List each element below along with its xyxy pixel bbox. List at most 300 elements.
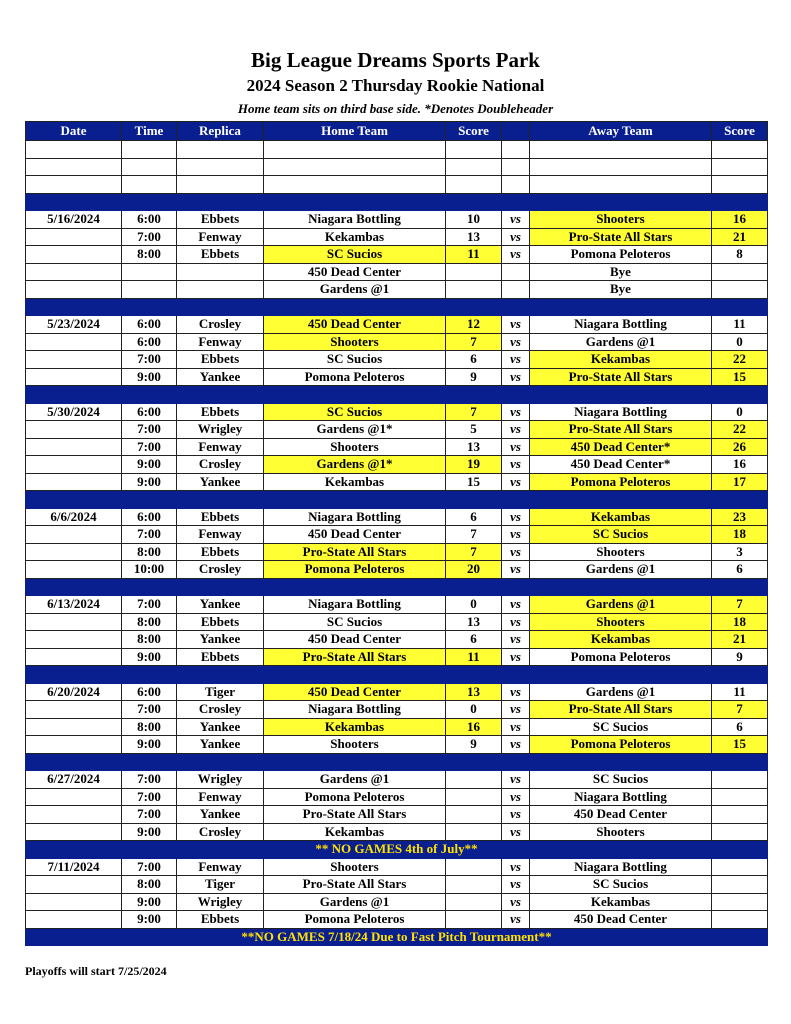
home-team-cell: Shooters xyxy=(264,333,446,351)
date-cell xyxy=(26,456,122,474)
time-cell: 7:00 xyxy=(122,438,177,456)
playoffs-note: Playoffs will start 7/25/2024 xyxy=(25,964,167,978)
date-cell xyxy=(26,473,122,491)
date-cell xyxy=(26,806,122,824)
empty-cell xyxy=(177,386,264,404)
empty-cell xyxy=(530,193,712,211)
home-team-cell: Gardens @1 xyxy=(264,771,446,789)
away-team-cell: Kekambas xyxy=(530,631,712,649)
empty-cell xyxy=(502,298,530,316)
schedule-note: Home team sits on third base side. *Denotes Doubleheader xyxy=(237,101,554,116)
away-team-cell: SC Sucios xyxy=(530,718,712,736)
home-score-cell: 7 xyxy=(446,403,502,421)
game-row xyxy=(26,508,768,526)
away-team-cell: 450 Dead Center xyxy=(530,911,712,929)
away-score-cell: 16 xyxy=(712,211,768,229)
game-row xyxy=(26,683,768,701)
replica-cell: Fenway xyxy=(177,788,264,806)
home-score-cell: 10 xyxy=(446,211,502,229)
home-team-cell: Niagara Bottling xyxy=(264,596,446,614)
date-cell xyxy=(26,718,122,736)
col-away-team: Away Team xyxy=(530,122,712,141)
home-team-cell: SC Sucios xyxy=(264,613,446,631)
home-team-cell: Kekambas xyxy=(264,228,446,246)
empty-cell xyxy=(446,193,502,211)
empty-cell xyxy=(26,386,122,404)
banner-text: **NO GAMES 7/18/24 Due to Fast Pitch Tournament** xyxy=(26,928,768,946)
time-cell xyxy=(122,263,177,281)
replica-cell xyxy=(177,263,264,281)
vs-cell: vs xyxy=(502,596,530,614)
home-score-cell: 7 xyxy=(446,333,502,351)
away-team-cell: Pro-State All Stars xyxy=(530,228,712,246)
schedule-body xyxy=(26,141,768,946)
away-score-cell: 7 xyxy=(712,596,768,614)
empty-cell xyxy=(502,578,530,596)
empty-cell xyxy=(446,141,502,159)
away-score-cell xyxy=(712,771,768,789)
vs-cell: vs xyxy=(502,701,530,719)
time-cell: 8:00 xyxy=(122,246,177,264)
game-row xyxy=(26,911,768,929)
time-cell: 7:00 xyxy=(122,596,177,614)
vs-cell: vs xyxy=(502,438,530,456)
empty-cell xyxy=(122,158,177,176)
empty-cell xyxy=(264,666,446,684)
empty-cell xyxy=(530,386,712,404)
away-score-cell: 6 xyxy=(712,718,768,736)
time-cell: 10:00 xyxy=(122,561,177,579)
away-team-cell: 450 Dead Center* xyxy=(530,438,712,456)
date-cell xyxy=(26,561,122,579)
time-cell: 7:00 xyxy=(122,771,177,789)
replica-cell: Tiger xyxy=(177,876,264,894)
home-score-cell: 6 xyxy=(446,631,502,649)
empty-cell xyxy=(26,753,122,771)
home-score-cell: 19 xyxy=(446,456,502,474)
col-vs xyxy=(502,122,530,141)
replica-cell: Wrigley xyxy=(177,893,264,911)
replica-cell: Ebbets xyxy=(177,211,264,229)
home-score-cell xyxy=(446,911,502,929)
date-cell: 6/20/2024 xyxy=(26,683,122,701)
replica-cell: Fenway xyxy=(177,526,264,544)
vs-cell: vs xyxy=(502,736,530,754)
away-score-cell: 18 xyxy=(712,613,768,631)
empty-cell xyxy=(177,158,264,176)
time-cell: 7:00 xyxy=(122,858,177,876)
date-cell xyxy=(26,631,122,649)
away-score-cell xyxy=(712,281,768,299)
empty-cell xyxy=(530,298,712,316)
empty-cell xyxy=(530,176,712,194)
empty-cell xyxy=(26,158,122,176)
time-cell: 9:00 xyxy=(122,368,177,386)
home-team-cell: Kekambas xyxy=(264,718,446,736)
replica-cell: Wrigley xyxy=(177,771,264,789)
replica-cell: Crosley xyxy=(177,316,264,334)
replica-cell: Ebbets xyxy=(177,648,264,666)
date-cell xyxy=(26,246,122,264)
away-score-cell xyxy=(712,263,768,281)
date-cell xyxy=(26,421,122,439)
date-cell: 6/27/2024 xyxy=(26,771,122,789)
date-cell: 5/16/2024 xyxy=(26,211,122,229)
time-cell: 6:00 xyxy=(122,333,177,351)
empty-cell xyxy=(177,491,264,509)
home-team-cell: 450 Dead Center xyxy=(264,683,446,701)
separator-row xyxy=(26,666,768,684)
empty-cell xyxy=(26,491,122,509)
away-team-cell: SC Sucios xyxy=(530,526,712,544)
away-score-cell: 15 xyxy=(712,368,768,386)
game-row xyxy=(26,823,768,841)
time-cell: 9:00 xyxy=(122,456,177,474)
game-row xyxy=(26,701,768,719)
game-row xyxy=(26,771,768,789)
away-team-cell: Pro-State All Stars xyxy=(530,368,712,386)
away-score-cell: 9 xyxy=(712,648,768,666)
game-row xyxy=(26,473,768,491)
replica-cell: Fenway xyxy=(177,438,264,456)
date-cell xyxy=(26,228,122,246)
away-team-cell: Pomona Peloteros xyxy=(530,473,712,491)
empty-cell xyxy=(177,578,264,596)
empty-cell xyxy=(122,578,177,596)
empty-cell xyxy=(177,193,264,211)
replica-cell: Tiger xyxy=(177,683,264,701)
away-team-cell: Pro-State All Stars xyxy=(530,701,712,719)
empty-cell xyxy=(446,753,502,771)
vs-cell: vs xyxy=(502,456,530,474)
game-row xyxy=(26,613,768,631)
away-score-cell: 7 xyxy=(712,701,768,719)
vs-cell: vs xyxy=(502,316,530,334)
game-row xyxy=(26,281,768,299)
replica-cell: Yankee xyxy=(177,596,264,614)
vs-cell: vs xyxy=(502,911,530,929)
empty-cell xyxy=(264,578,446,596)
home-score-cell: 9 xyxy=(446,368,502,386)
home-team-cell: Pro-State All Stars xyxy=(264,648,446,666)
empty-cell xyxy=(502,176,530,194)
home-score-cell: 6 xyxy=(446,508,502,526)
date-cell xyxy=(26,893,122,911)
empty-cell xyxy=(26,141,122,159)
home-score-cell: 20 xyxy=(446,561,502,579)
date-cell xyxy=(26,736,122,754)
home-team-cell: Gardens @1* xyxy=(264,421,446,439)
away-score-cell: 16 xyxy=(712,456,768,474)
time-cell: 9:00 xyxy=(122,648,177,666)
home-score-cell xyxy=(446,876,502,894)
time-cell: 9:00 xyxy=(122,911,177,929)
empty-cell xyxy=(264,298,446,316)
time-cell: 7:00 xyxy=(122,701,177,719)
time-cell: 8:00 xyxy=(122,613,177,631)
date-cell xyxy=(26,701,122,719)
away-score-cell: 3 xyxy=(712,543,768,561)
vs-cell: vs xyxy=(502,333,530,351)
away-team-cell: Shooters xyxy=(530,823,712,841)
vs-cell: vs xyxy=(502,806,530,824)
game-row xyxy=(26,228,768,246)
empty-cell xyxy=(264,141,446,159)
replica-cell: Yankee xyxy=(177,631,264,649)
home-score-cell xyxy=(446,263,502,281)
separator-row xyxy=(26,193,768,211)
separator-row xyxy=(26,491,768,509)
date-cell xyxy=(26,333,122,351)
home-team-cell: Pomona Peloteros xyxy=(264,368,446,386)
page-title: Big League Dreams Sports Park xyxy=(251,48,540,72)
game-row xyxy=(26,596,768,614)
separator-row xyxy=(26,386,768,404)
empty-cell xyxy=(122,386,177,404)
home-score-cell: 12 xyxy=(446,316,502,334)
time-cell: 7:00 xyxy=(122,788,177,806)
empty-cell xyxy=(502,753,530,771)
away-team-cell: Kekambas xyxy=(530,351,712,369)
away-team-cell: 450 Dead Center xyxy=(530,806,712,824)
empty-cell xyxy=(712,193,768,211)
vs-cell: vs xyxy=(502,648,530,666)
home-team-cell: Shooters xyxy=(264,736,446,754)
empty-cell xyxy=(530,141,712,159)
empty-cell xyxy=(502,666,530,684)
home-score-cell: 6 xyxy=(446,351,502,369)
time-cell: 6:00 xyxy=(122,403,177,421)
replica-cell: Crosley xyxy=(177,561,264,579)
away-team-cell: Kekambas xyxy=(530,508,712,526)
date-cell xyxy=(26,351,122,369)
away-team-cell: Gardens @1 xyxy=(530,683,712,701)
vs-cell: vs xyxy=(502,718,530,736)
empty-cell xyxy=(712,158,768,176)
empty-cell xyxy=(446,298,502,316)
game-row xyxy=(26,456,768,474)
game-row xyxy=(26,316,768,334)
time-cell: 6:00 xyxy=(122,316,177,334)
empty-cell xyxy=(122,141,177,159)
home-score-cell: 13 xyxy=(446,438,502,456)
away-team-cell: Bye xyxy=(530,281,712,299)
vs-cell: vs xyxy=(502,246,530,264)
away-team-cell: Niagara Bottling xyxy=(530,403,712,421)
time-cell xyxy=(122,281,177,299)
date-cell xyxy=(26,543,122,561)
col-away-score: Score xyxy=(712,122,768,141)
away-score-cell: 22 xyxy=(712,421,768,439)
home-team-cell: Pomona Peloteros xyxy=(264,561,446,579)
home-team-cell: Pomona Peloteros xyxy=(264,911,446,929)
empty-cell xyxy=(177,753,264,771)
vs-cell: vs xyxy=(502,893,530,911)
replica-cell: Yankee xyxy=(177,806,264,824)
home-score-cell: 11 xyxy=(446,648,502,666)
time-cell: 9:00 xyxy=(122,823,177,841)
time-cell: 7:00 xyxy=(122,351,177,369)
replica-cell: Fenway xyxy=(177,858,264,876)
away-score-cell xyxy=(712,806,768,824)
away-team-cell: Kekambas xyxy=(530,893,712,911)
empty-cell xyxy=(177,298,264,316)
away-team-cell: Gardens @1 xyxy=(530,596,712,614)
date-cell: 6/6/2024 xyxy=(26,508,122,526)
replica-cell xyxy=(177,281,264,299)
home-team-cell: Pro-State All Stars xyxy=(264,876,446,894)
page-subtitle: 2024 Season 2 Thursday Rookie National xyxy=(246,76,545,95)
col-home-team: Home Team xyxy=(264,122,446,141)
home-score-cell: 13 xyxy=(446,228,502,246)
away-score-cell xyxy=(712,823,768,841)
empty-cell xyxy=(264,158,446,176)
away-team-cell: Shooters xyxy=(530,211,712,229)
empty-cell xyxy=(712,666,768,684)
date-cell xyxy=(26,613,122,631)
schedule-table xyxy=(25,121,768,946)
separator-row xyxy=(26,753,768,771)
date-cell xyxy=(26,823,122,841)
date-cell xyxy=(26,876,122,894)
game-row xyxy=(26,421,768,439)
col-time: Time xyxy=(122,122,177,141)
replica-cell: Yankee xyxy=(177,473,264,491)
replica-cell: Ebbets xyxy=(177,613,264,631)
empty-cell xyxy=(177,666,264,684)
vs-cell: vs xyxy=(502,508,530,526)
empty-cell xyxy=(122,753,177,771)
vs-cell: vs xyxy=(502,823,530,841)
replica-cell: Crosley xyxy=(177,823,264,841)
empty-cell xyxy=(712,578,768,596)
empty-cell xyxy=(530,158,712,176)
time-cell: 8:00 xyxy=(122,543,177,561)
game-row xyxy=(26,403,768,421)
empty-cell xyxy=(502,386,530,404)
replica-cell: Crosley xyxy=(177,456,264,474)
away-score-cell: 11 xyxy=(712,683,768,701)
home-score-cell: 9 xyxy=(446,736,502,754)
empty-cell xyxy=(446,491,502,509)
time-cell: 9:00 xyxy=(122,473,177,491)
away-score-cell: 21 xyxy=(712,228,768,246)
home-team-cell: Niagara Bottling xyxy=(264,701,446,719)
empty-cell xyxy=(26,578,122,596)
vs-cell: vs xyxy=(502,561,530,579)
vs-cell: vs xyxy=(502,876,530,894)
col-home-score: Score xyxy=(446,122,502,141)
away-score-cell: 17 xyxy=(712,473,768,491)
empty-cell xyxy=(122,491,177,509)
date-cell xyxy=(26,368,122,386)
vs-cell: vs xyxy=(502,368,530,386)
home-team-cell: Pro-State All Stars xyxy=(264,806,446,824)
date-cell xyxy=(26,438,122,456)
date-cell: 7/11/2024 xyxy=(26,858,122,876)
home-score-cell: 7 xyxy=(446,543,502,561)
empty-cell xyxy=(122,298,177,316)
game-row xyxy=(26,858,768,876)
empty-cell xyxy=(264,386,446,404)
vs-cell: vs xyxy=(502,421,530,439)
away-team-cell: 450 Dead Center* xyxy=(530,456,712,474)
vs-cell: vs xyxy=(502,543,530,561)
away-team-cell: SC Sucios xyxy=(530,876,712,894)
away-team-cell: Niagara Bottling xyxy=(530,788,712,806)
replica-cell: Yankee xyxy=(177,736,264,754)
vs-cell: vs xyxy=(502,228,530,246)
empty-cell xyxy=(122,176,177,194)
date-cell xyxy=(26,263,122,281)
blank-row xyxy=(26,141,768,159)
header-row xyxy=(26,122,768,141)
away-team-cell: Niagara Bottling xyxy=(530,858,712,876)
away-team-cell: Gardens @1 xyxy=(530,333,712,351)
empty-cell xyxy=(122,666,177,684)
vs-cell: vs xyxy=(502,631,530,649)
time-cell: 7:00 xyxy=(122,421,177,439)
game-row xyxy=(26,648,768,666)
home-score-cell: 13 xyxy=(446,613,502,631)
empty-cell xyxy=(502,193,530,211)
empty-cell xyxy=(446,578,502,596)
blank-row xyxy=(26,176,768,194)
time-cell: 7:00 xyxy=(122,806,177,824)
home-team-cell: Shooters xyxy=(264,438,446,456)
empty-cell xyxy=(530,491,712,509)
empty-cell xyxy=(712,298,768,316)
vs-cell xyxy=(502,281,530,299)
home-team-cell: Shooters xyxy=(264,858,446,876)
home-score-cell: 5 xyxy=(446,421,502,439)
empty-cell xyxy=(502,491,530,509)
vs-cell: vs xyxy=(502,351,530,369)
empty-cell xyxy=(712,176,768,194)
time-cell: 8:00 xyxy=(122,876,177,894)
col-replica: Replica xyxy=(177,122,264,141)
time-cell: 6:00 xyxy=(122,508,177,526)
empty-cell xyxy=(446,386,502,404)
replica-cell: Fenway xyxy=(177,333,264,351)
game-row xyxy=(26,876,768,894)
home-score-cell: 16 xyxy=(446,718,502,736)
away-team-cell: Niagara Bottling xyxy=(530,316,712,334)
replica-cell: Yankee xyxy=(177,718,264,736)
vs-cell: vs xyxy=(502,613,530,631)
home-team-cell: 450 Dead Center xyxy=(264,263,446,281)
game-row xyxy=(26,788,768,806)
game-row xyxy=(26,631,768,649)
empty-cell xyxy=(26,176,122,194)
date-cell: 6/13/2024 xyxy=(26,596,122,614)
home-team-cell: Pomona Peloteros xyxy=(264,788,446,806)
home-score-cell: 11 xyxy=(446,246,502,264)
away-team-cell: SC Sucios xyxy=(530,771,712,789)
replica-cell: Ebbets xyxy=(177,403,264,421)
home-team-cell: SC Sucios xyxy=(264,403,446,421)
away-team-cell: Shooters xyxy=(530,543,712,561)
empty-cell xyxy=(264,753,446,771)
home-score-cell xyxy=(446,771,502,789)
vs-cell: vs xyxy=(502,211,530,229)
empty-cell xyxy=(26,666,122,684)
col-date: Date xyxy=(26,122,122,141)
game-row xyxy=(26,333,768,351)
away-team-cell: Pomona Peloteros xyxy=(530,246,712,264)
home-team-cell: Niagara Bottling xyxy=(264,211,446,229)
home-score-cell: 0 xyxy=(446,701,502,719)
